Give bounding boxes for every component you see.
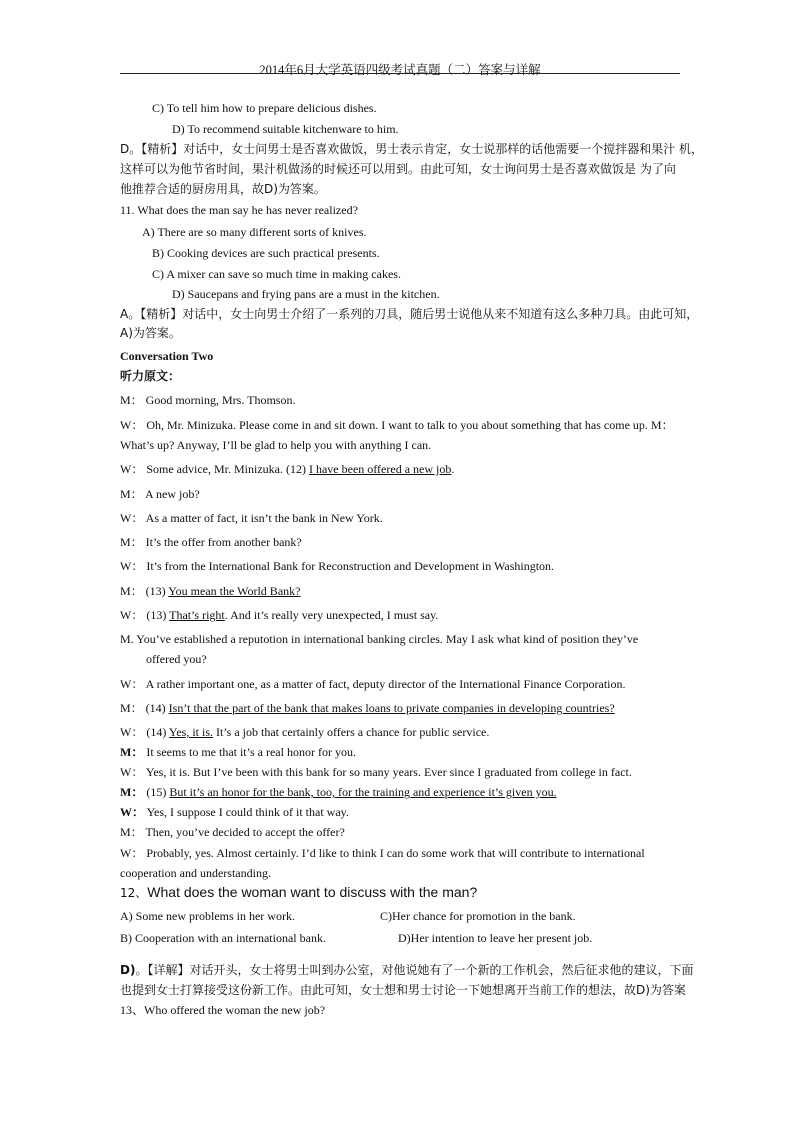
dialogue-line-14 [120,744,356,760]
q12-option-d: D)Her intention to leave her present job. [398,931,593,945]
dialogue-line-17-speaker: W： [120,805,145,819]
q10-answer-line-3: 他推荐合适的厨房用具，故D)为答案。 [120,182,326,196]
dialogue-line-1: M： Good morning, Mrs. Thomson. [120,393,296,407]
dialogue-line-2-cont: What’s up? Anyway, I’ll be glad to help you with anything I can. [120,438,432,452]
dialogue-line-18: M： Then, you’ve decided to accept the offer? [120,825,345,839]
q12-answer-text: 。【详解】对话开头，女士将男士叫到办公室，对他说她有了一个新的工作机会，然后征求他的建议，下面 [135,963,694,977]
dialogue-line-16 [120,784,557,800]
dialogue-line-19-cont: cooperation and understanding. [120,866,271,880]
q12-option-a: A) Some new problems in her work. [120,909,295,923]
q11-answer-line-2: A)为答案。 [120,326,181,340]
dialogue-line-8-key: You mean the World Bank? [168,584,301,598]
page-header-title: 2014年6月大学英语四级考试真题（二）答案与详解 [259,63,541,77]
q12-option-b: B) Cooperation with an international bank. [120,931,326,945]
dialogue-line-2: W： Oh, Mr. Minizuka. Please come in and sit down. I want to talk to you about something that has come up. M： [120,418,674,432]
dialogue-line-10: M. You’ve established a reputotion in international banking circles. May I ask what kind of position they’ve [120,632,639,646]
q12-option-c: C)Her chance for promotion in the bank. [380,909,576,923]
q12-question-text: What does the woman want to discuss with the man? [147,884,478,900]
dialogue-line-7: W： It’s from the International Bank for Reconstruction and Development in Washington. [120,559,555,573]
dialogue-line-17 [120,804,349,820]
dialogue-line-3-end: . [451,462,455,476]
dialogue-line-9-text: W： (13) [120,608,170,622]
dialogue-line-5: W： As a matter of fact, it isn’t the bank in New York. [120,511,383,525]
dialogue-line-3-key: I have been offered a new job [308,462,452,476]
dialogue-line-13-end: It’s a job that certainly offers a chance for public service. [213,725,490,739]
q11-option-c: C) A mixer can save so much time in making cakes. [152,267,401,281]
dialogue-line-14-text: It seems to me that it’s a real honor for you. [143,745,356,759]
dialogue-line-9-key: That’s right [169,608,225,622]
dialogue-line-11: W： A rather important one, as a matter of fact, deputy director of the International Finance Corporation. [120,677,626,691]
q10-option-d: D) To recommend suitable kitchenware to him. [172,122,399,136]
dialogue-line-13 [120,724,489,740]
dialogue-line-10-cont: offered you? [146,652,207,666]
dialogue-line-16-text: (15) [143,785,170,799]
q10-answer-line-2: 这样可以为他节省时间，果汁机做汤的时候还可以用到。由此可知，女士询问男士是否喜欢做饭是 为了向 [120,162,676,176]
header-rule [120,73,680,74]
q12-answer-tag: D) [120,963,136,977]
dialogue-line-8 [120,583,300,599]
dialogue-line-12 [120,700,615,716]
dialogue-line-12-text: M： (14) [120,701,169,715]
q10-answer-line-1: D。【精析】对话中，女士问男士是否喜欢做饭，男士表示肯定，女士说那样的话他需要一个搅拌器和果汁 机， [120,142,704,156]
dialogue-line-13-text: W： (14) [120,725,169,739]
dialogue-line-8-text: M： (13) [120,584,169,598]
dialogue-line-9-end: . And it’s really very unexpected, I must say. [224,608,439,622]
dialogue-line-16-key: But it’s an honor for the bank, too, for the training and experience it’s given you. [169,785,557,799]
dialogue-line-14-speaker: M： [120,745,144,759]
q11-answer-line-1: A。【精析】对话中，女士向男士介绍了一系列的刀具，随后男士说他从来不知道有这么多种刀具。由此可知， [120,307,699,321]
q10-option-c: C) To tell him how to prepare delicious dishes. [152,101,377,115]
dialogue-line-19: W： Probably, yes. Almost certainly. I’d like to think I can do some work that will contribute to international [120,846,645,860]
dialogue-line-4: M： A new job? [120,487,200,501]
dialogue-line-3 [120,461,454,477]
q11-option-b: B) Cooking devices are such practical presents. [152,246,380,260]
conversation-two-heading: Conversation Two [120,349,214,363]
q11-question: 11. What does the man say he has never realized? [120,203,358,217]
q12-number: 12、 [120,886,148,900]
dialogue-line-6: M： It’s the offer from another bank? [120,535,302,549]
dialogue-line-13-key: Yes, it is. [168,725,214,739]
dialogue-line-9 [120,607,438,623]
q12-question [120,884,477,901]
q11-option-d: D) Saucepans and frying pans are a must in the kitchen. [172,287,440,301]
dialogue-line-15: W： Yes, it is. But I’ve been with this bank for so many years. Ever since I graduated from college in fact. [120,765,632,779]
transcript-label: 听力原文： [120,369,181,383]
q12-answer-line-2: 也提到女士打算接受这份新工作。由此可知，女士想和男士讨论一下她想离开当前工作的想法，故D)为答案 [120,983,686,997]
q12-answer-line-1 [120,962,693,978]
q11-option-a: A) There are so many different sorts of knives. [142,225,367,239]
dialogue-line-3-text: W： Some advice, Mr. Minizuka. (12) [120,462,309,476]
dialogue-line-17-text: Yes, I suppose I could think of it that way. [144,805,349,819]
dialogue-line-12-key: Isn’t that the part of the bank that makes loans to private companies in developing countries? [168,701,615,715]
dialogue-line-16-speaker: M： [120,785,144,799]
q13-question: 13、Who offered the woman the new job? [120,1003,326,1017]
